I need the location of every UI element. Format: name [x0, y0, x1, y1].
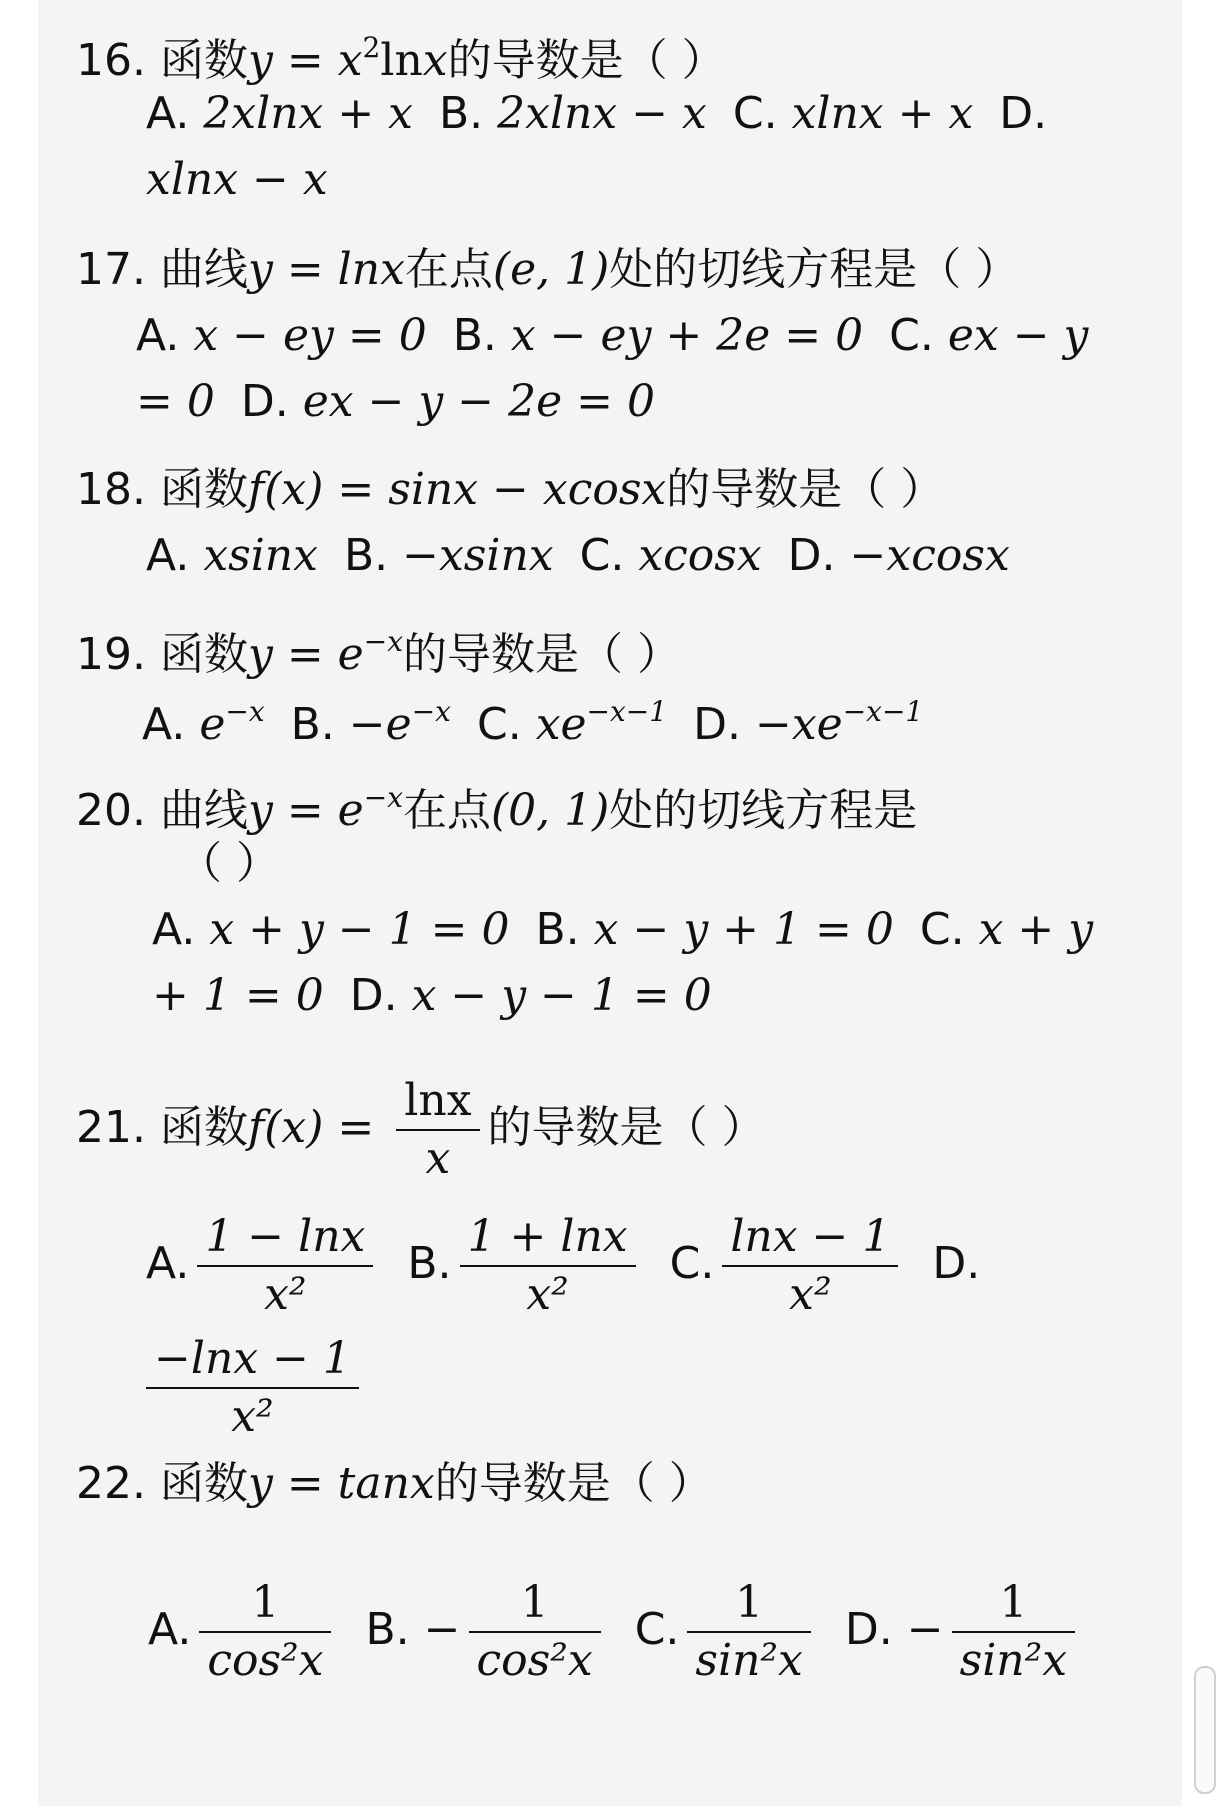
question-17-stem: 17. 曲线y = lnx在点(e, 1)处的切线方程是（ ）: [76, 244, 1020, 295]
question-21-option-d: $\frac{-\ln x - 1}{\text{x²}}$: [138, 1326, 367, 1446]
question-20-options: A. x + y − 1 = 0 B. x − y + 1 = 0 C. x + y: [152, 904, 1094, 955]
question-20-paren: （ ）: [178, 838, 280, 889]
question-22-stem: 22. 函数y = tanx的导数是（ ）: [76, 1458, 713, 1509]
document-page: [38, 0, 1182, 1806]
question-21-fraction: $\frac{\ln x}{x}$: [396, 1073, 479, 1187]
question-19-options: A. $e^{-x}$ B. $-e^{-x}$ C. $xe^{-x-1}$ D. $-xe^{-x-1}$: [142, 695, 924, 750]
question-16-option-d-value: xlnx − x: [146, 154, 328, 205]
scrollbar-handle[interactable]: [1194, 1666, 1216, 1794]
question-18-stem: 18. 函数f(x) = sinx − xcosx的导数是（ ）: [76, 464, 945, 515]
question-19-stem: 19. 函数$y = e^{-x}$的导数是（ ）: [76, 625, 681, 680]
question-16-options: A. 2xlnx + x B. 2xlnx − x C. xlnx + x D.: [146, 88, 1048, 139]
question-17-options: A. x − ey = 0 B. x − ey + 2e = 0 C. ex − y: [136, 310, 1089, 361]
question-20-options-cont: + 1 = 0 D. x − y − 1 = 0: [152, 970, 712, 1021]
question-17-options-cont: = 0 D. ex − y − 2e = 0: [136, 376, 655, 427]
question-20-stem: 20. 曲线$y = e^{-x}$在点(0, 1)处的切线方程是: [76, 781, 918, 836]
question-21-options: A. $\frac{1 - \ln x}{\text{x²}}$ B. $\frac{1 + \ln x}{\text{x²}}$ C. $\frac{\ln x - 1}{\text{x²}}$ D.: [146, 1211, 981, 1320]
question-18-options: A. xsinx B. −xsinx C. xcosx D. −xcosx: [146, 530, 1010, 581]
question-21-stem: 21. 函数f(x) = $\frac{\ln x}{x}$ 的导数是（ ）: [76, 1068, 766, 1188]
question-16-stem: 16. 函数$y = x^2\ln x$的导数是（ ）: [76, 31, 726, 86]
question-22-options: A. $\frac{1}{\text{cos²x}}$ B. − $\frac{1}{\text{cos²x}}$ C. $\frac{1}{\text{sin²x}}$ D. − $\frac{1}{\text{sin²x}}$: [148, 1570, 1109, 1690]
